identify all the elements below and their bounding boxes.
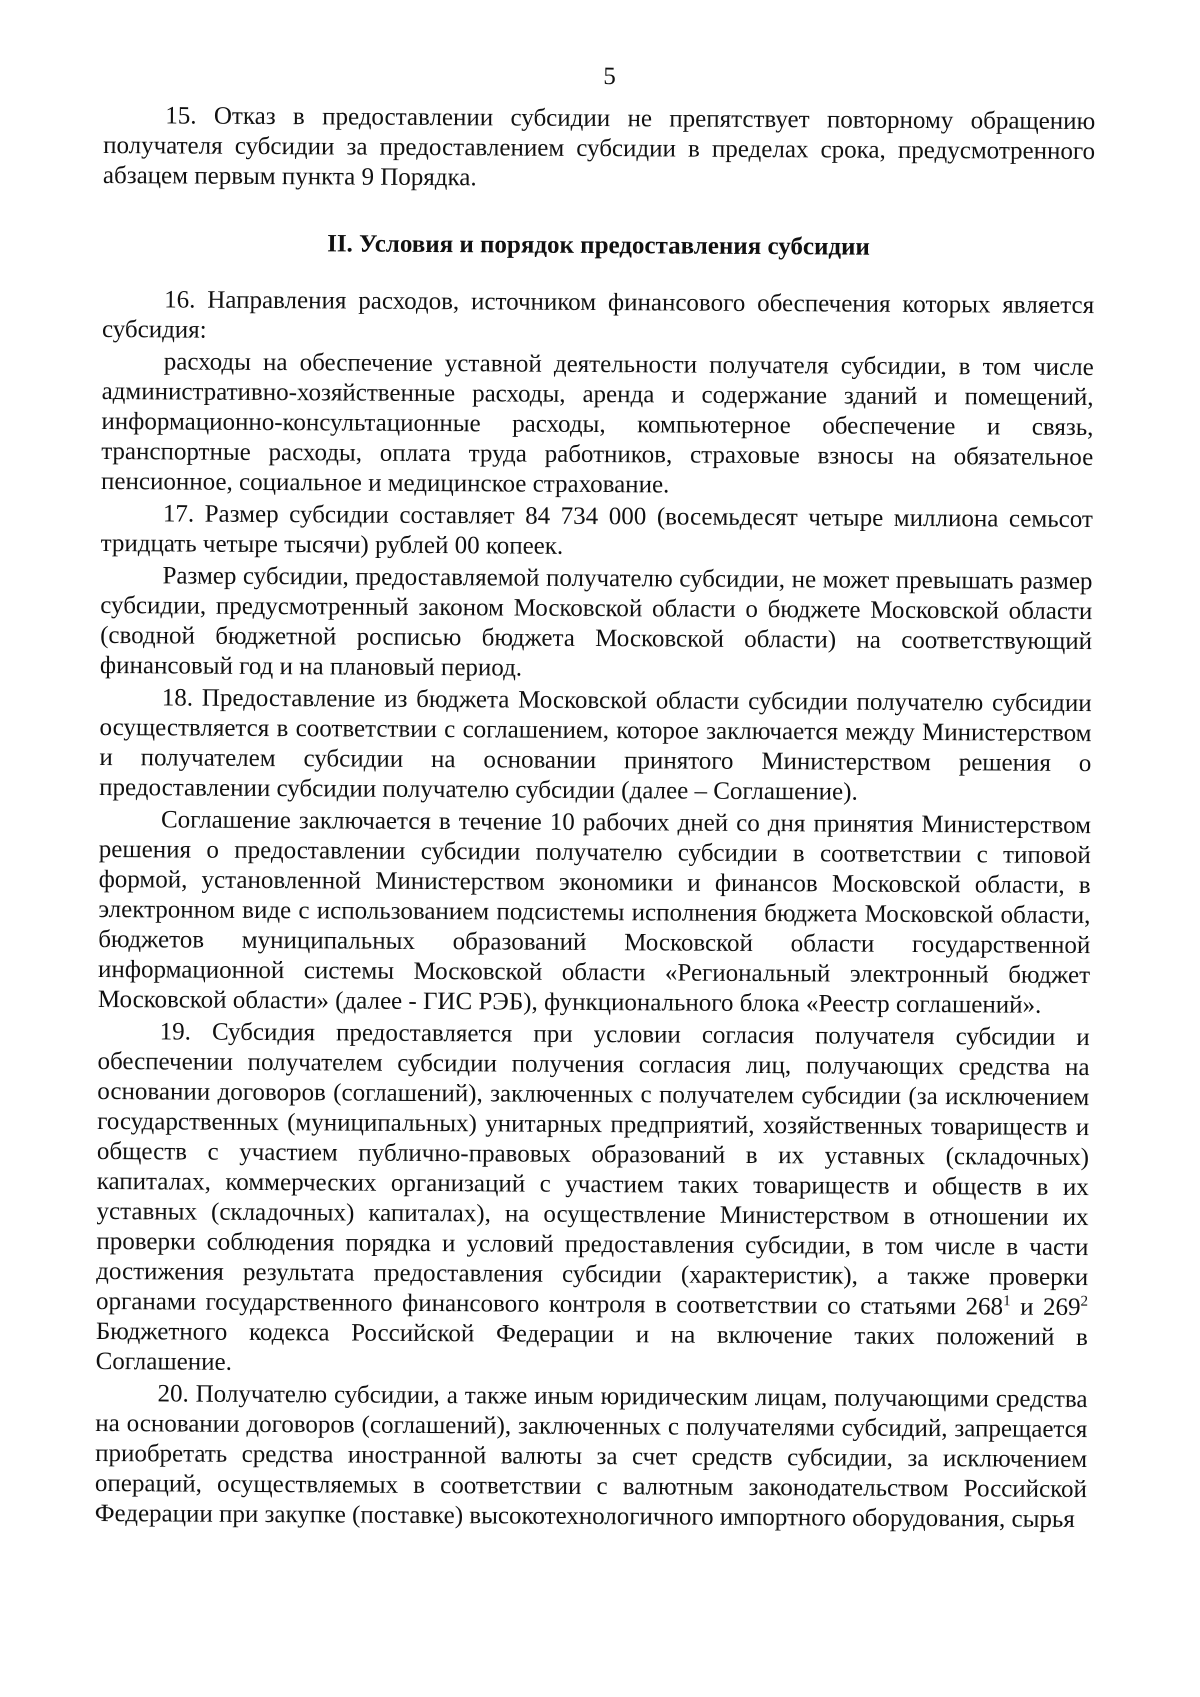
paragraph-16-expenses: расходы на обеспечение уставной деятельности получателя субсидии, в том числе административно-хозяйственные расходы, аренда и содержание зданий и помещений, информационно-консультационные расходы, компьютерное обеспечение и связь, транспортные расходы, оплата труда работников, страховые взносы на обязательное пенсионное, социальное и медицинское страхование. <box>100 348 1094 499</box>
paragraph-18-agreement: Соглашение заключается в течение 10 рабочих дней со дня принятия Министерством решения о предоставлении субсидии получателю субсидии в соответствии с типовой формой, установленной Министерством экономики и финансов Московской области, в электронном виде с использованием подсистемы исполнения бюджета Московской области, бюджетов муниципальных образований Московской области государственной информационной системы Московской области «Региональный электронный бюджет Московской области» (далее - ГИС РЭБ), функционального блока «Реестр соглашений». <box>97 806 1092 1019</box>
paragraph-19-text-a: 19. Субсидия предоставляется при условии согласия получателя субсидии и обеспечении получателем субсидии получения согласия лиц, получающих средства на основании договоров (соглашений), заключенных с получателем субсидии (за исключением государственных (муниципальных) унитарных предприятий, хозяйственных товариществ и обществ с участием публично-правовых образований в их уставных (складочных) капиталах, коммерческих организаций с участием таких товариществ и обществ в их уставных (складочных) капиталах), на осуществление Министерством в отношении их проверки соблюдения порядка и условий предоставления субсидии, в том числе в части достижения результата предоставления субсидии (характеристик), а также проверки органами государственного финансового контроля в соответствии со статьями 268 <box>95 1018 1090 1321</box>
paragraph-19 <box>96 1017 1090 1383</box>
paragraph-15: 15. Отказ в предоставлении субсидии не препятствует повторному обращению получателя субсидии за предоставлением субсидии в пределах срока, предусмотренного абзацем первым пункта 9 Порядка. <box>102 102 1096 192</box>
page-number: 5 <box>603 63 616 91</box>
paragraph-19-text-c: Бюджетного кодекса Российской Федерации и на включение таких положений в Соглашение. <box>95 1317 1088 1376</box>
paragraph-19-text-b: и 269 <box>1010 1293 1081 1321</box>
paragraph-16: 16. Направления расходов, источником финансового обеспечения которых является субсидия: <box>101 286 1095 344</box>
paragraph-17-limit: Размер субсидии, предоставляемой получателю субсидии, не может превышать размер субсидии, предусмотренный законом Московской области о бюджете Московской области (сводной бюджетной росписью бюджета Московской области) на соответствующий финансовый год и на плановый период. <box>99 562 1093 682</box>
paragraph-17: 17. Размер субсидии составляет 84 734 000 (восемьдесят четыре миллиона семьсот тридцать четыре тысячи) рублей 00 копеек. <box>100 500 1093 560</box>
section-intro <box>103 101 1096 197</box>
paragraph-18: 18. Предоставление из бюджета Московской области субсидии получателю субсидии осуществляется в соответствии с соглашением, которое заключается между Министерством и получателем субсидии на основании принятого Министерством решения о предоставлении субсидии получателю субсидии (далее – Соглашение). <box>99 684 1092 806</box>
superscript-1: 1 <box>1003 1293 1011 1310</box>
section-body <box>95 285 1095 1535</box>
page-content <box>94 0 1096 1533</box>
superscript-2: 2 <box>1080 1293 1089 1310</box>
paragraph-20: 20. Получателю субсидии, а также иным юридическим лицам, получающими средства на основании договоров (соглашений), заключенных с получателями субсидий, запрещается приобретать средства иностранной валюты за счет средств субсидии, за исключением операций, осуществляемых в соответствии с валютным законодательством Российской Федерации при закупке (поставке) высокотехнологичного импортного оборудования, сырья <box>94 1380 1088 1533</box>
section-heading: II. Условия и порядок предоставления субсидии <box>327 230 870 261</box>
